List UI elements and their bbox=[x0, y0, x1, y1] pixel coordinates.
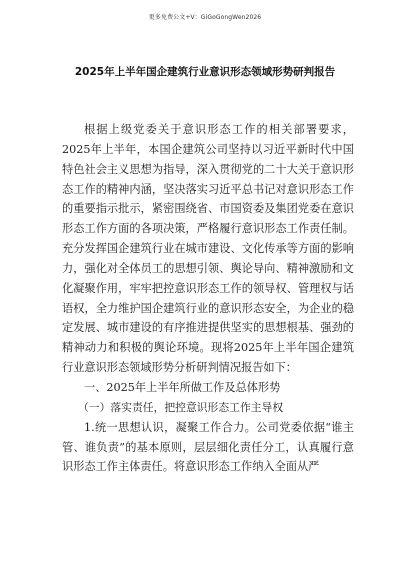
document-title: 2025年上半年国企建筑行业意识形态领域形势研判报告 bbox=[74, 66, 336, 78]
item-paragraph: 1.统一思想认识，凝聚工作合力。公司党委依据“谁主管、谁负责”的基本原则，层层细化责任分工，认真履行意识形态工作主体责任。将意识形态工作纳入全面从严 bbox=[62, 420, 354, 474]
subsection-heading: （一）落实责任，把控意识形态工作主导权 bbox=[78, 400, 284, 414]
header-note: 更多免费公文+V：GiGoGongWen2026 bbox=[148, 14, 262, 21]
document-body bbox=[62, 120, 354, 477]
section-heading: 一、2025年上半年所做工作及总体形势 bbox=[84, 380, 281, 394]
intro-paragraph: 根据上级党委关于意识形态工作的相关部署要求，2025年上半年，本国企建筑公司坚持以习近平新时代中国特色社会主义思想为指导，深入贯彻党的二十大关于意识形态工作的精神内涵，坚决落实习近平总书记对意识形态工作的重要指示批示，紧密围绕省、市国资委及集团党委在意识形态工作方面的各项决策，严格履行意识形态工作责任制。充分发挥国企建筑行业在城市建设、文化传承等方面的影响力，强化对全体员工的思想引领、舆论导向、精神激励和文化凝聚作用，牢牢把控意识形态工作的领导权、管理权与话语权，全力维护国企建筑行业的意识形态安全，为企业的稳定发展、城市建设的有序推进提供坚实的思想根基、强劲的精神动力和积极的舆论环境。现将2025年上半年国企建筑行业意识形态领域形势分析研判情况报告如下： bbox=[62, 123, 354, 375]
